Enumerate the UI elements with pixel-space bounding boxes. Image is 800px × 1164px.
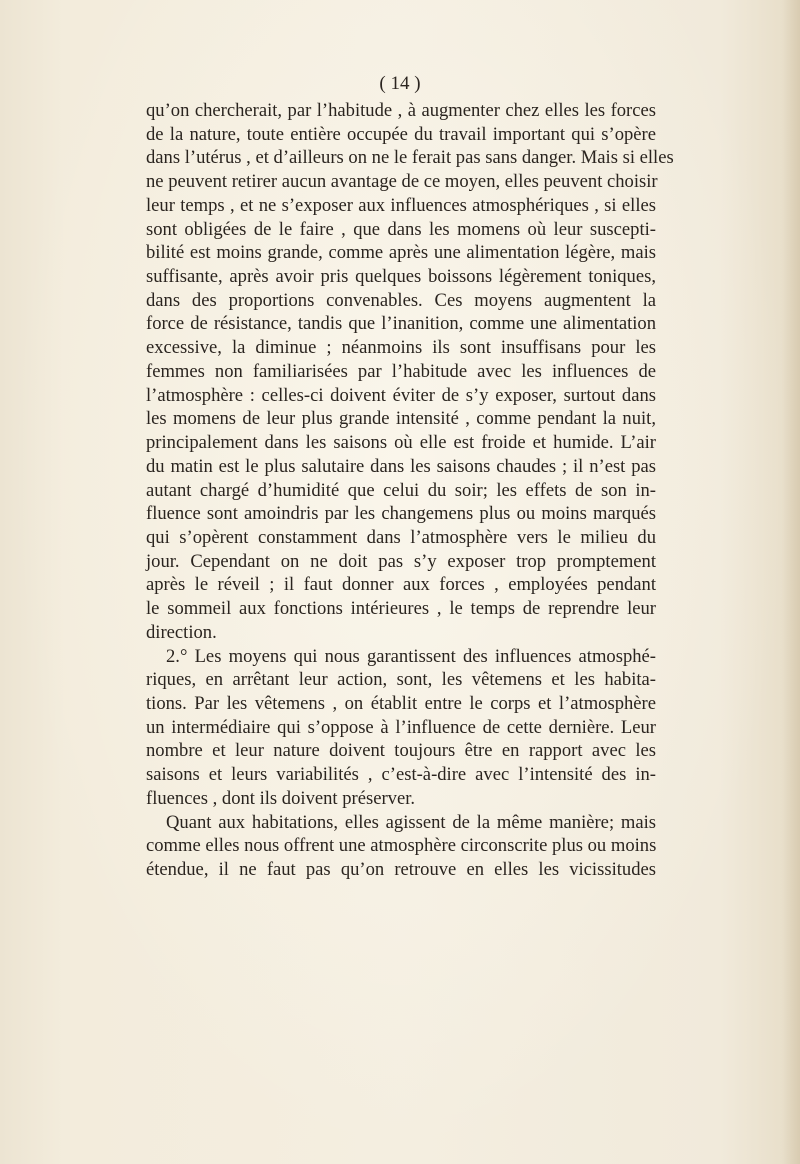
text-line: comme elles nous offrent une atmosphère circonscrite plus ou moins — [146, 835, 657, 857]
text-line: suffisante, après avoir pris quelques boissons légèrement toniques, — [146, 266, 656, 288]
text-line: leur temps , et ne s’exposer aux influences atmosphériques , si elles — [146, 194, 656, 216]
text-line: étendue, il ne faut pas qu’on retrouve en elles les vicissitudes — [146, 859, 656, 880]
text-line: 2.° Les moyens qui nous garantissent des influences atmosphé- — [166, 645, 656, 667]
text-line: saisons et leurs variabilités , c’est-à-dire avec l’intensité des in- — [146, 764, 656, 786]
text-line: l’atmosphère : celles-ci doivent éviter de s’y exposer, surtout dans — [146, 384, 656, 406]
text-line: jour. Cependant on ne doit pas s’y exposer trop promptement — [146, 550, 656, 572]
text-line: qui s’opèrent constamment dans l’atmosphère vers le milieu du — [146, 526, 656, 548]
text-line: ne peuvent retirer aucun avantage de ce moyen, elles peuvent choisir — [146, 171, 658, 193]
text-line: de la nature, toute entière occupée du travail important qui s’opère — [146, 123, 656, 145]
text-line: bilité est moins grande, comme après une alimentation légère, mais — [146, 242, 656, 264]
text-line: sont obligées de le faire , que dans les momens où leur suscepti- — [146, 218, 656, 240]
text-line: dans des proportions convenables. Ces moyens augmentent la — [146, 289, 656, 311]
text-line: du matin est le plus salutaire dans les saisons chaudes ; il n’est pas — [146, 455, 656, 477]
text-line: force de résistance, tandis que l’inanition, comme une alimentation — [146, 313, 656, 335]
text-line: principalement dans les saisons où elle est froide et humide. L’air — [146, 432, 656, 454]
page-edge-shadow — [782, 0, 800, 1164]
text-line: dans l’utérus , et d’ailleurs on ne le ferait pas sans danger. Mais si elles — [146, 147, 674, 169]
text-line: Quant aux habitations, elles agissent de la même manière; mais — [166, 811, 656, 833]
text-line: direction. — [146, 621, 217, 643]
text-line: les momens de leur plus grande intensité , comme pendant la nuit, — [146, 408, 656, 430]
text-line: le sommeil aux fonctions intérieures , le temps de reprendre leur — [146, 598, 656, 620]
page-number: ( 14 ) — [379, 73, 421, 94]
text-line: nombre et leur nature doivent toujours être en rapport avec les — [146, 740, 656, 762]
text-line: riques, en arrêtant leur action, sont, les vêtemens et les habita- — [146, 669, 656, 691]
text-line: après le réveil ; il faut donner aux forces , employées pendant — [146, 574, 656, 596]
text-line: un intermédiaire qui s’oppose à l’influence de cette dernière. Leur — [146, 716, 656, 738]
text-line: excessive, la diminue ; néanmoins ils sont insuffisans pour les — [146, 337, 656, 359]
body-text — [146, 99, 674, 882]
text-line: fluence sont amoindris par les changemens plus ou moins marqués — [146, 503, 656, 525]
text-line: qu’on chercherait, par l’habitude , à augmenter chez elles les forces — [146, 100, 656, 121]
text-line: fluences , dont ils doivent préserver. — [146, 787, 416, 809]
text-line: autant chargé d’humidité que celui du soir; les effets de son in- — [146, 479, 656, 501]
text-line: tions. Par les vêtemens , on établit entre le corps et l’atmosphère — [146, 692, 656, 714]
text-line: femmes non familiarisées par l’habitude avec les influences de — [146, 360, 656, 382]
